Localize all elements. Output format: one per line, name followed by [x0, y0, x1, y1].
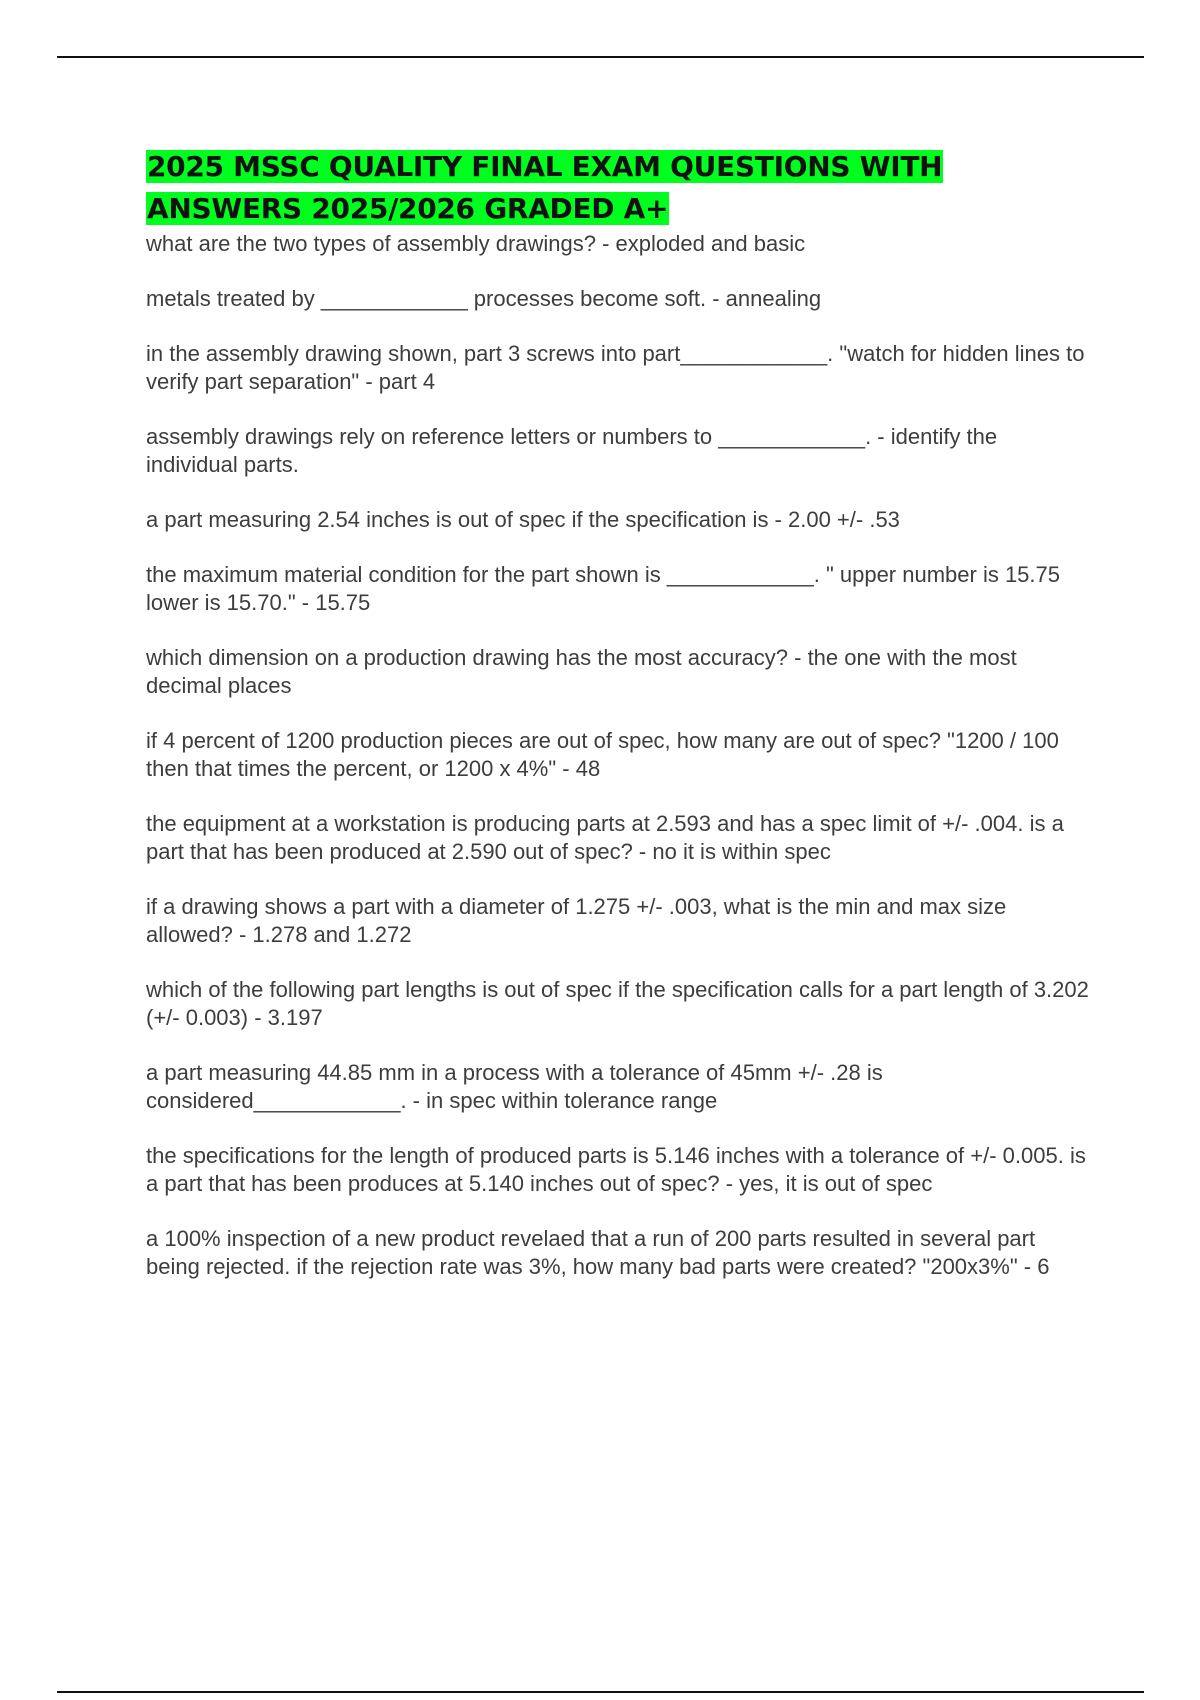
qa-item-13: the specifications for the length of produced parts is 5.146 inches with a tolerance of +/- 0.005. is a part that has been produces at 5.140 inches out of spec? - yes, it is out of spec: [146, 1143, 1086, 1196]
qa-item-8: if 4 percent of 1200 production pieces are out of spec, how many are out of spec? "1200 / 100 then that times the percent, or 1200 x 4%" - 48: [146, 728, 1059, 781]
document-body: [146, 146, 1091, 1308]
top-rule: [57, 56, 1144, 58]
qa-item-7: which dimension on a production drawing has the most accuracy? - the one with the most decimal places: [146, 645, 1017, 698]
qa-item-3: in the assembly drawing shown, part 3 screws into part____________. "watch for hidden lines to verify part separation" - part 4: [146, 341, 1085, 394]
qa-item-6: the maximum material condition for the part shown is ____________. " upper number is 15.75 lower is 15.70." - 15.75: [146, 562, 1060, 615]
title-highlight: 2025 MSSC QUALITY FINAL EXAM QUESTIONS WITH ANSWERS 2025/2026 GRADED A+: [147, 150, 943, 225]
qa-item-9: the equipment at a workstation is producing parts at 2.593 and has a spec limit of +/- .004. is a part that has been produced at 2.590 out of spec? - no it is within spec: [146, 811, 1064, 864]
qa-item-2: metals treated by ____________ processes become soft. - annealing: [146, 286, 822, 311]
qa-list: [146, 230, 1091, 1281]
qa-item-14: a 100% inspection of a new product revelaed that a run of 200 parts resulted in several part being rejected. if the rejection rate was 3%, how many bad parts were created? "200x3%" - 6: [146, 1226, 1050, 1279]
qa-item-10: if a drawing shows a part with a diameter of 1.275 +/- .003, what is the min and max size allowed? - 1.278 and 1.272: [146, 894, 1007, 947]
bottom-rule: [57, 1691, 1144, 1693]
qa-item-12: a part measuring 44.85 mm in a process with a tolerance of 45mm +/- .28 is considered____________. - in spec within tolerance range: [146, 1060, 883, 1113]
qa-item-5: a part measuring 2.54 inches is out of spec if the specification is - 2.00 +/- .53: [146, 507, 900, 532]
qa-item-4: assembly drawings rely on reference letters or numbers to ____________. - identify the individual parts.: [146, 424, 998, 477]
qa-item-1: what are the two types of assembly drawings? - exploded and basic: [146, 231, 806, 256]
document-title: [146, 146, 1091, 230]
qa-item-11: which of the following part lengths is out of spec if the specification calls for a part length of 3.202 (+/- 0.003) - 3.197: [146, 977, 1089, 1030]
